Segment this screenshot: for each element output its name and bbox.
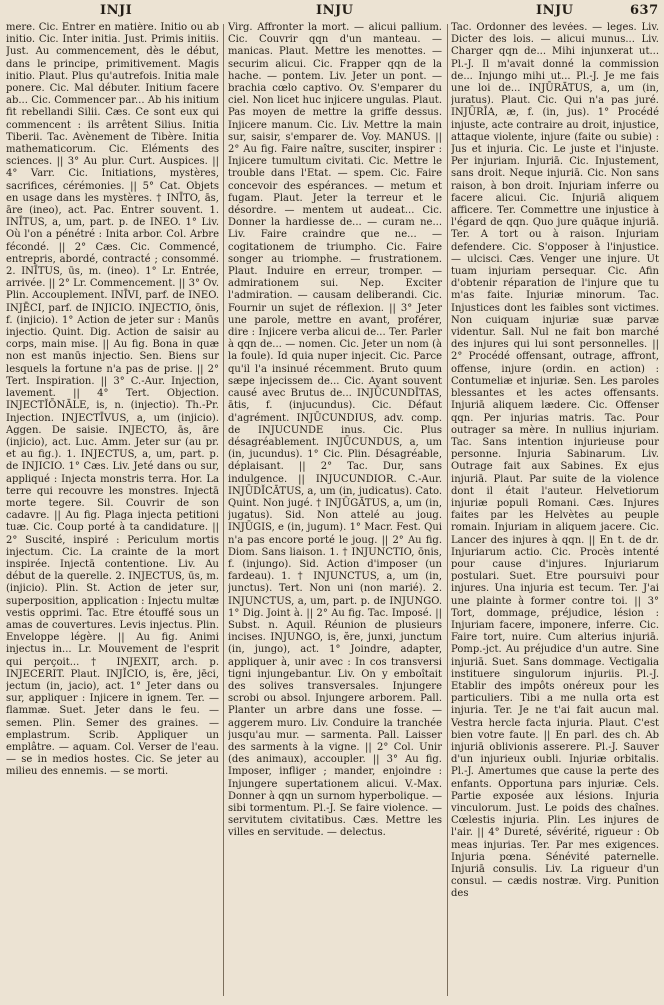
column-left	[6, 22, 219, 998]
header-left-word: INJI	[100, 3, 133, 18]
running-header	[0, 3, 664, 21]
column-divider-right	[447, 24, 448, 996]
column-divider-left	[223, 24, 224, 996]
column-right	[451, 22, 659, 998]
column-right-text: Tac. Ordonner des levées. — leges. Liv. Dicter des lois. — alicui munus... Liv. Charger qqn de... Mihi injunxerat ut... Pl.-J. Il m'avait donné la commission de... Injungo mihi ut... Pl.-J. Je me fais une loi de... INJŪRĀTUS, a, um (in, juratus). Plaut. Cic. Qui n'a pas juré. INJŪRĬA, æ, f. (in, jus). 1° Procédé injuste, acte contraire au droit, injustice, attaque violente, injure (faite ou subie) : Jus et injuria. Cic. Le juste et l'injuste. Per injuriam. Injuriā. Cic. Injustement, sans droit. Neque injuriā. Cic. Non sans raison, à bon droit. Injuriam inferre ou facere alicui. Cic. Injuriā aliquem afficere. Ter. Commettre une injustice à l'égard de qqn. Quo jure quāque injuriā. Ter. A tort ou à raison. Injuriam defendere. Cic. S'opposer à l'injustice. — ulcisci. Cæs. Venger une injure. Ut tuam injuriam persequar. Cic. Afin d'obtenir réparation de l'injure que tu m'as faite. Injuriæ minorum. Tac. Injustices dont les faibles sont victimes. Non cuiquam injuriæ suæ parvæ videntur. Sall. Nul ne fait bon marché des injures qui lui sont personnelles. || 2° Procédé offensant, outrage, affront, offense, injure (ordin. en action) : Contumeliæ et injuriæ. Sen. Les paroles blessantes et les actes offensants. Injuriā aliquem lædere. Cic. Offenser qqn. Per injurias matris. Tac. Pour outrager sa mère. In nullius injuriam. Tac. Sans intention injurieuse pour personne. Injuria Sabinarum. Liv. Outrage fait aux Sabines. Ex ejus injuriā. Plaut. Par suite de la violence dont il était l'auteur. Helvetiorum injuriæ populi Romani. Cæs. Injures faites par les Helvètes au peuple romain. Injuriam in aliquem jacere. Cic. Lancer des injures à qqn. || En t. de dr. Injuriarum actio. Cic. Procès intenté pour cause d'injures. Injuriarum postulari. Suet. Etre poursuivi pour injures. Una injuria est tecum. Ter. J'ai une plainte à former contre toi. || 3° Tort, dommage, préjudice, lésion : Injuriam facere, imponere, inferre. Cic. Faire tort, nuire. Cum alterius injuriā. Pomp.-jct. Au préjudice d'un autre. Sine injuriā. Suet. Sans dommage. Vectigalia instituere singulorum injuriis. Pl.-J. Etablir des impôts onéreux pour les particuliers. Tibi a me nulla orta est injuria. Ter. Je ne t'ai fait aucun mal. Vestra hercle facta injuria. Plaut. C'est bien votre faute. || En parl. des ch. Ab injuriā oblivionis asserere. Pl.-J. Sauver d'un injurieux oubli. Injuriæ orbitalis. Pl.-J. Amertumes que cause la perte des enfants. Opportuna pars injuriæ. Cels. Partie exposée aux lésions. Injuria vinculorum. Just. Le poids des chaînes. Cœlestis injuria. Plin. Les injures de l'air. || 4° Dureté, sévérité, rigueur : Ob meas injurias. Ter. Par mes exigences. Injuria pœna. Sénévité paternelle. Injuriā consulis. Liv. La rigueur d'un consul. — cædis nostræ. Virg. Punition des	[451, 22, 659, 900]
header-center-word: INJU	[316, 3, 354, 18]
column-left-text: mere. Cic. Entrer en matière. Initio ou ab initio. Cic. Inter initia. Just. Primis initiis. Just. Au commencement, dès le début, dans le principe, primitivement. Magis initio. Plaut. Plus qu'autrefois. Initia male ponere. Cic. Mal débuter. Initium facere ab... Cic. Commencer par... Ab his initium fit rebellandi Silii. Cæs. Ce sont eux qui commencent : ils arrêtent Silius. Initia Tiberii. Tac. Avènement de Tibère. Initia mathematicorum. Cic. Eléments des sciences. || 3° Au plur. Curt. Auspices. || 4° Varr. Cic. Initiations, mystères, sacrifices, cérémonies. || 5° Cat. Objets en usage dans les mystères. † INĪTO, ās, āre (ineo), act. Pac. Entrer souvent. 1. INĪTUS, a, um, part. p. de INEO. 1° Liv. Où l'on a pénétré : Inita arbor. Col. Arbre fécondé. || 2° Cæs. Cic. Commencé, entrepris, abordé, contracté ; consommé. 2. INĪTUS, ūs, m. (ineo). 1° Lr. Entrée, arrivée. || 2° Lr. Commencement. || 3° Ov. Plin. Accouplement. INĪVI, parf. de INEO. INJĒCI, parf. de INJICIO. INJECTIO, ōnis, f. (injicio). 1° Action de jeter sur : Manūs injectio. Quint. Dig. Action de saisir au corps, main mise. || Au fig. Bona in quæ non est manūs injectio. Sen. Biens sur lesquels la fortune n'a pas de prise. || 2° Tert. Inspiration. || 3° C.-Aur. Injection, lavement. || 4° Tert. Objection. INJECTĬŌNĀLE, is, n. (injectio). Th.-Pr. Injection. INJECTĪVUS, a, um (injicio). Aggen. De saisie. INJECTO, ās, āre (injicio), act. Luc. Amm. Jeter sur (au pr. et au fig.). 1. INJECTUS, a, um, part. p. de INJICIO. 1° Cæs. Liv. Jeté dans ou sur, appliqué : Injecta monstris terra. Hor. La terre qui recouvre les monstres. Injectā morte tegere. Sil. Couvrir de son cadavre. || Au fig. Plaga injecta petitioni tuæ. Cic. Coup porté à ta candidature. || 2° Suscité, inspiré : Periculum mortis injectum. Cic. La crainte de la mort inspirée. Injectā contentione. Liv. Au début de la querelle. 2. INJECTUS, ūs, m. (injicio). Plin. St. Action de jeter sur, superposition, application : Injectu multæ vestis opprimi. Tac. Etre étouffé sous un amas de couvertures. Levis injectus. Plin. Enveloppe légère. || Au fig. Animi injectus in... Lr. Mouvement de l'esprit qui perçoit... † INJEXIT, arch. p. INJECERIT. Plaut. INJĬCIO, is, ēre, jēci, jectum (in, jacio), act. 1° Jeter dans ou sur, appliquer : Injicere in ignem. Ter. — flammæ. Suet. Jeter dans le feu. — semen. Plin. Semer des graines. — emplastrum. Scrib. Appliquer un emplâtre. — aquam. Col. Verser de l'eau. — se in medios hostes. Cic. Se jeter au milieu des ennemis. — se morti.	[6, 22, 219, 778]
column-middle-text: Virg. Affronter la mort. — alicui pallium. Cic. Couvrir qqn d'un manteau. — manicas. Plaut. Mettre les menottes. — securim alicui. Cic. Frapper qqn de la hache. — pontem. Liv. Jeter un pont. — brachia cœlo captivo. Ov. S'emparer du ciel. Non licet huc injicere ungulas. Plaut. Pas moyen de mettre la griffe dessus. Injicere manum. Cic. Liv. Mettre la main sur, saisir, s'emparer de. Voy. MANUS. || 2° Au fig. Faire naître, susciter, inspirer : Injicere tumultum civitati. Cic. Mettre le trouble dans l'Etat. — spem. Cic. Faire concevoir des espérances. — metum et fugam. Plaut. Jeter la terreur et le désordre. — mentem ut audeat... Cic. Donner la hardiesse de... — curam ne... Liv. Faire craindre que ne... — cogitationem de triumpho. Cic. Faire songer au triomphe. — frustrationem. Plaut. Induire en erreur, tromper. — admirationem sui. Nep. Exciter l'admiration. — causam deliberandi. Cic. Fournir un sujet de réflexion. || 3° Jeter une parole, mettre en avant, proférer, dire : Injicere verba alicui de... Ter. Parler à qqn de... — nomen. Cic. Jeter un nom (à la foule). Id quia nuper injecit. Cic. Parce qu'il l'a insinué récemment. Bruto quum sæpe injecissem de... Cic. Ayant souvent causé avec Brutus de... INJŪCUNDĬTAS, ātis, f. (injucundus). Cic. Défaut d'agrément. INJŪCUNDIUS, adv. comp. de INJUCUNDE inus. Cic. Plus désagréablement. INJŪCUNDUS, a, um (in, jucundus). 1° Cic. Plin. Désagréable, déplaisant. || 2° Tac. Dur, sans indulgence. || INJUCUNDIOR. C.-Aur. INJŪDĬCĀTUS, a, um (in, judicatus). Cato. Quint. Non jugé. † INJŪGĀTUS, a, um (in, jugatus). Sid. Non attelé au joug. INJŪGIS, e (in, jugum). 1° Macr. Fest. Qui n'a pas encore porté le joug. || 2° Au fig. Diom. Sans liaison. 1. † INJUNCTIO, ōnis, f. (injungo). Sid. Action d'imposer (un fardeau). 1. † INJUNCTUS, a, um (in, junctus). Tert. Non uni (non marié). 2. INJUNCTUS, a, um, part. p. de INJUNGO. 1° Dig. Joint à. || 2° Au fig. Tac. Imposé. || Subst. n. Aquil. Réunion de plusieurs incises. INJUNGO, is, ĕre, junxi, junctum (in, jungo), act. 1° Joindre, adapter, appliquer à, unir avec : In cos transversi tigni injungebantur. Liv. On y emboîtait des solives transversales. Injungere scrobi ou absol. Injungere arborem. Pall. Planter un arbre dans une fosse. — aggerem muro. Liv. Conduire la tranchée jusqu'au mur. — sarmenta. Pall. Laisser des sarments à la vigne. || 2° Col. Unir (des animaux), accoupler. || 3° Au fig. Imposer, infliger ; mander, enjoindre : Injungere supertationem alicui. V.-Max. Donner à qqn un surnom hyperbolique. — sibi tormentum. Pl.-J. Se faire violence. — servitutem civitatibus. Cæs. Mettre les villes en servitude. — delectus.	[228, 22, 442, 839]
header-right-word: INJU	[536, 3, 574, 18]
column-middle	[228, 22, 442, 998]
page-number: 637	[630, 3, 659, 18]
